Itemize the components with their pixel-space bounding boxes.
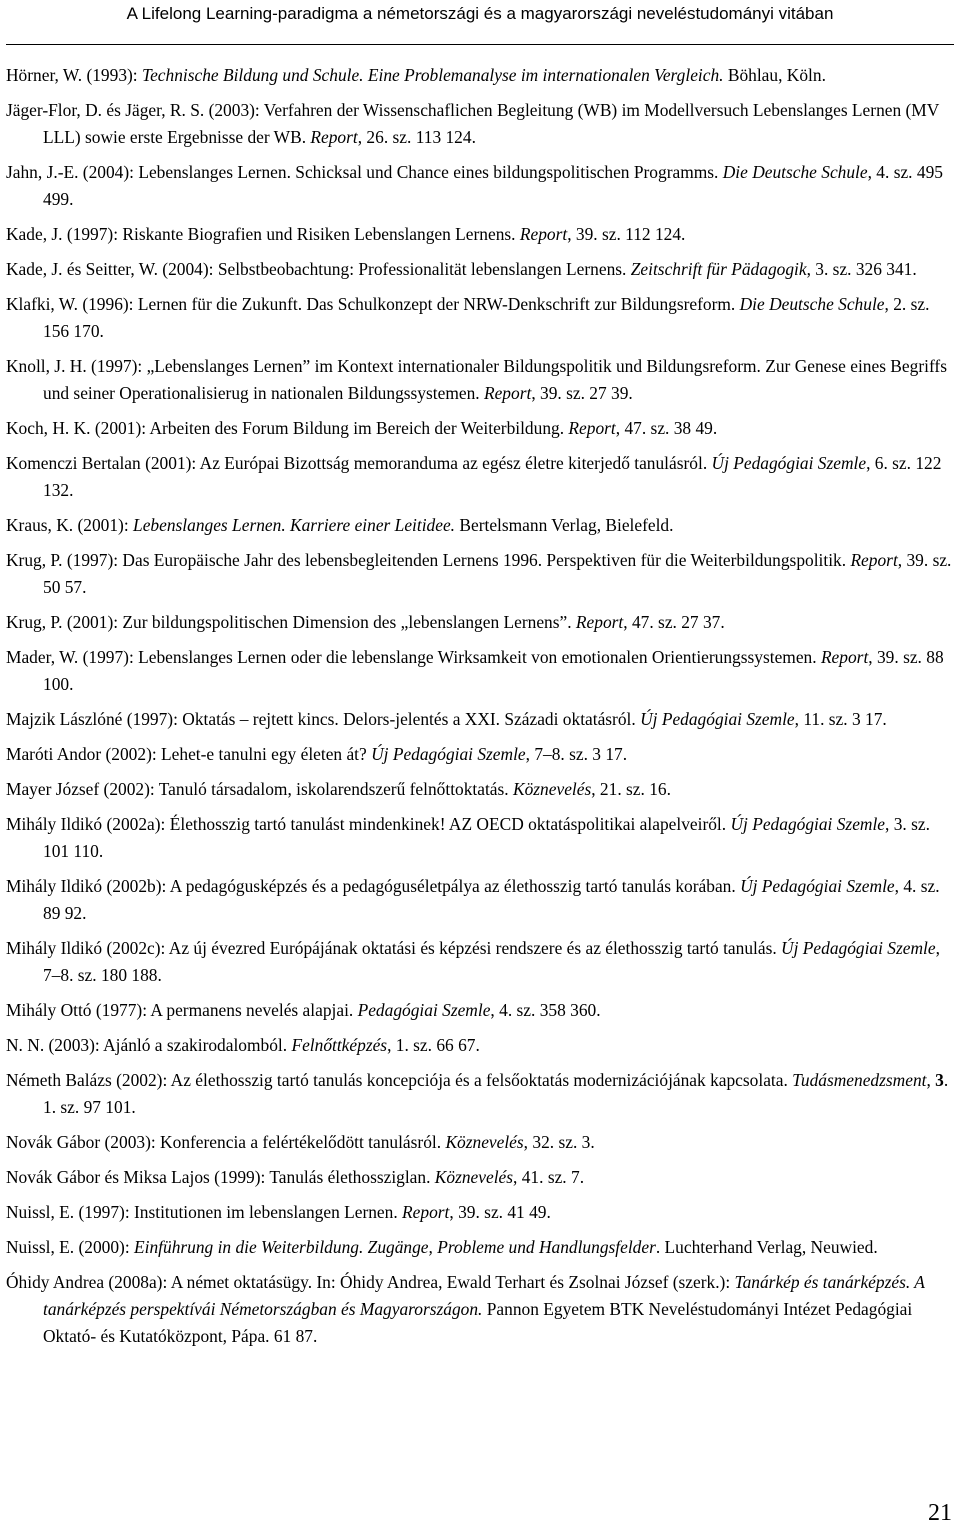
reference-italic-segment: Tanárkép és tanárképzés. A tanárképzés perspektívái Németországban és Magyarországon. [43, 1272, 925, 1319]
reference-text-segment: Pannon Egyetem BTK Neveléstudományi Intézet Pedagógiai Oktató- és Kutatóközpont, Pápa. 61 87. [43, 1299, 913, 1346]
reference-italic-segment: Report [850, 550, 898, 570]
reference-text-segment: , 11. sz. 3 17. [794, 709, 887, 729]
reference-text-segment: Krug, P. (2001): Zur bildungspolitischen Dimension des „lebenslangen Lernens”. [6, 612, 576, 632]
reference-entry [6, 811, 954, 865]
reference-entry [6, 256, 954, 283]
reference-text-segment: 3 [935, 1070, 944, 1090]
reference-text-segment: Mihály Ottó (1977): A permanens nevelés alapjai. [6, 1000, 358, 1020]
reference-text-segment: , 39. sz. 50 57. [43, 550, 952, 597]
reference-italic-segment: Einführung in die Weiterbildung. Zugänge, Probleme und Handlungsfelder [134, 1237, 656, 1257]
reference-list [6, 62, 954, 1358]
reference-entry [6, 706, 954, 733]
reference-entry [6, 512, 954, 539]
reference-text-segment: N. N. (2003): Ajánló a szakirodalomból. [6, 1035, 292, 1055]
reference-italic-segment: Die Deutsche Schule [722, 162, 868, 182]
reference-text-segment: , 47. sz. 27 37. [623, 612, 725, 632]
reference-italic-segment: Report [568, 418, 616, 438]
reference-text-segment: Mayer József (2002): Tanuló társadalom, iskolarendszerű felnőttoktatás. [6, 779, 513, 799]
reference-text-segment: Mihály Ildikó (2002a): Élethosszig tartó tanulást mindenkinek! AZ OECD oktatáspolitikai alapelveiről. [6, 814, 731, 834]
reference-text-segment: , 39. sz. 88 100. [43, 647, 944, 694]
reference-italic-segment: Új Pedagógiai Szemle [371, 744, 526, 764]
reference-entry [6, 997, 954, 1024]
reference-entry [6, 1269, 954, 1350]
reference-italic-segment: Tudásmenedzsment [792, 1070, 927, 1090]
reference-text-segment: , 39. sz. 41 49. [449, 1202, 551, 1222]
reference-entry [6, 450, 954, 504]
reference-text-segment: Kade, J. és Seitter, W. (2004): Selbstbeobachtung: Professionalität lebenslangen Lernens. [6, 259, 631, 279]
reference-entry [6, 1129, 954, 1156]
reference-text-segment: , 21. sz. 16. [591, 779, 671, 799]
reference-text-segment: Kraus, K. (2001): [6, 515, 134, 535]
header-rule [6, 44, 954, 45]
reference-text-segment: Böhlau, Köln. [723, 65, 826, 85]
reference-italic-segment: Új Pedagógiai Szemle [711, 453, 867, 473]
reference-text-segment: Majzik Lászlóné (1997): Oktatás – rejtett kincs. Delors-jelentés a XXI. Századi oktatásról. [6, 709, 641, 729]
reference-text-segment: , 4. sz. 495 499. [43, 162, 943, 209]
reference-italic-segment: Új Pedagógiai Szemle [640, 709, 795, 729]
reference-text-segment: , 3. sz. 326 341. [806, 259, 917, 279]
reference-entry [6, 1199, 954, 1226]
reference-italic-segment: Pedagógiai Szemle [357, 1000, 491, 1020]
reference-text-segment: Kade, J. (1997): Riskante Biografien und Risiken Lebenslangen Lernens. [6, 224, 520, 244]
reference-text-segment: , 4. sz. 89 92. [43, 876, 940, 923]
reference-entry [6, 97, 954, 151]
reference-text-segment: , 39. sz. 112 124. [567, 224, 686, 244]
reference-text-segment: , 7–8. sz. 180 188. [43, 938, 940, 985]
reference-italic-segment: Új Pedagógiai Szemle [730, 814, 886, 834]
reference-text-segment: Maróti Andor (2002): Lehet-e tanulni egy életen át? [6, 744, 372, 764]
reference-text-segment: , 1. sz. 66 67. [387, 1035, 480, 1055]
reference-entry [6, 547, 954, 601]
reference-text-segment: Hörner, W. (1993): [6, 65, 142, 85]
reference-text-segment: Novák Gábor és Miksa Lajos (1999): Tanulás élethossziglan. [6, 1167, 435, 1187]
reference-entry [6, 1067, 954, 1121]
reference-text-segment: Nuissl, E. (1997): Institutionen im lebenslangen Lernen. [6, 1202, 403, 1222]
reference-text-segment: , 6. sz. 122 132. [43, 453, 942, 500]
reference-italic-segment: Köznevelés [434, 1167, 514, 1187]
reference-italic-segment: Köznevelés [513, 779, 592, 799]
reference-italic-segment: Új Pedagógiai Szemle [781, 938, 936, 958]
reference-text-segment: Klafki, W. (1996): Lernen für die Zukunft. Das Schulkonzept der NRW-Denkschrift zur Bildungsreform. [6, 294, 740, 314]
reference-entry [6, 1234, 954, 1261]
reference-text-segment: Nuissl, E. (2000): [6, 1237, 135, 1257]
reference-italic-segment: Report [310, 127, 358, 147]
reference-text-segment: , 47. sz. 38 49. [615, 418, 718, 438]
reference-text-segment: . 1. sz. 97 101. [43, 1070, 949, 1117]
reference-italic-segment: Report [402, 1202, 450, 1222]
reference-text-segment: Knoll, J. H. (1997): „Lebenslanges Lernen” im Kontext internationaler Bildungspolitik und Bildungsreform. Zur Genese eines Begriffs und seiner Operationalisierug in nationalen Bildungssystemen. [6, 356, 947, 403]
reference-text-segment: Novák Gábor (2003): Konferencia a felértékelődött tanulásról. [6, 1132, 446, 1152]
reference-text-segment: , [926, 1070, 936, 1090]
reference-entry [6, 644, 954, 698]
reference-entry [6, 741, 954, 768]
reference-entry [6, 1032, 954, 1059]
reference-text-segment: , 41. sz. 7. [513, 1167, 585, 1187]
reference-text-segment: , 4. sz. 358 360. [490, 1000, 601, 1020]
reference-text-segment: Mihály Ildikó (2002c): Az új évezred Európájának oktatási és képzési rendszere és az élethosszig tartó tanulás. [6, 938, 782, 958]
page-number: 21 [928, 1500, 952, 1526]
reference-text-segment: Jäger-Flor, D. és Jäger, R. S. (2003): Verfahren der Wissenschaflichen Begleitung (WB) im Modellversuch Lebenslanges Lernen (MV LLL) sowie erste Ergebnisse der WB. [6, 100, 940, 147]
reference-italic-segment: Köznevelés [445, 1132, 524, 1152]
reference-text-segment: Óhidy Andrea (2008a): A német oktatásügy. In: Óhidy Andrea, Ewald Terhart és Zsolnai József (szerk.): [6, 1272, 735, 1292]
reference-italic-segment: Report [483, 383, 532, 403]
reference-entry [6, 62, 954, 89]
reference-text-segment: . Luchterhand Verlag, Neuwied. [655, 1237, 878, 1257]
reference-entry [6, 935, 954, 989]
reference-italic-segment: Technische Bildung und Schule. Eine Problemanalyse im internationalen Vergleich. [142, 65, 724, 85]
reference-text-segment: Mihály Ildikó (2002b): A pedagógusképzés és a pedagóguséletpálya az élethosszig tartó tanulás korában. [6, 876, 741, 896]
reference-text-segment: Jahn, J.-E. (2004): Lebenslanges Lernen. Schicksal und Chance eines bildungspolitischen Programms. [6, 162, 723, 182]
reference-entry [6, 1164, 954, 1191]
reference-text-segment: Komenczi Bertalan (2001): Az Európai Bizottság memoranduma az egész életre kiterjedő tanulásról. [6, 453, 712, 473]
reference-italic-segment: Új Pedagógiai Szemle [740, 876, 895, 896]
reference-italic-segment: Die Deutsche Schule [739, 294, 885, 314]
reference-text-segment: Koch, H. K. (2001): Arbeiten des Forum Bildung im Bereich der Weiterbildung. [6, 418, 569, 438]
reference-text-segment: , 7–8. sz. 3 17. [525, 744, 628, 764]
reference-entry [6, 221, 954, 248]
reference-entry [6, 159, 954, 213]
running-title: A Lifelong Learning-paradigma a németországi és a magyarországi neveléstudományi vitában [126, 4, 834, 23]
reference-text-segment: , 26. sz. 113 124. [357, 127, 476, 147]
reference-italic-segment: Lebenslanges Lernen. Karriere einer Leitidee. [133, 515, 456, 535]
reference-italic-segment: Report [575, 612, 624, 632]
reference-text-segment: , 39. sz. 27 39. [531, 383, 633, 403]
reference-entry [6, 291, 954, 345]
reference-italic-segment: Report [820, 647, 869, 667]
reference-italic-segment: Zeitschrift für Pädagogik [630, 259, 807, 279]
reference-text-segment: , 2. sz. 156 170. [43, 294, 930, 341]
reference-italic-segment: Felnőttképzés [291, 1035, 388, 1055]
reference-entry [6, 609, 954, 636]
reference-entry [6, 776, 954, 803]
reference-entry [6, 415, 954, 442]
reference-entry [6, 873, 954, 927]
reference-text-segment: Bertelsmann Verlag, Bielefeld. [455, 515, 674, 535]
reference-text-segment: Németh Balázs (2002): Az élethosszig tartó tanulás koncepciója és a felsőoktatás modernizációjának kapcsolata. [6, 1070, 793, 1090]
reference-italic-segment: Report [519, 224, 568, 244]
reference-text-segment: , 3. sz. 101 110. [43, 814, 930, 861]
reference-text-segment: , 32. sz. 3. [523, 1132, 595, 1152]
reference-text-segment: Krug, P. (1997): Das Europäische Jahr des lebensbegleitenden Lernens 1996. Perspektiven für die Weiterbildungspolitik. [6, 550, 851, 570]
reference-text-segment: Mader, W. (1997): Lebenslanges Lernen oder die lebenslange Wirksamkeit von emotionalen Orientierungssystemen. [6, 647, 821, 667]
reference-entry [6, 353, 954, 407]
